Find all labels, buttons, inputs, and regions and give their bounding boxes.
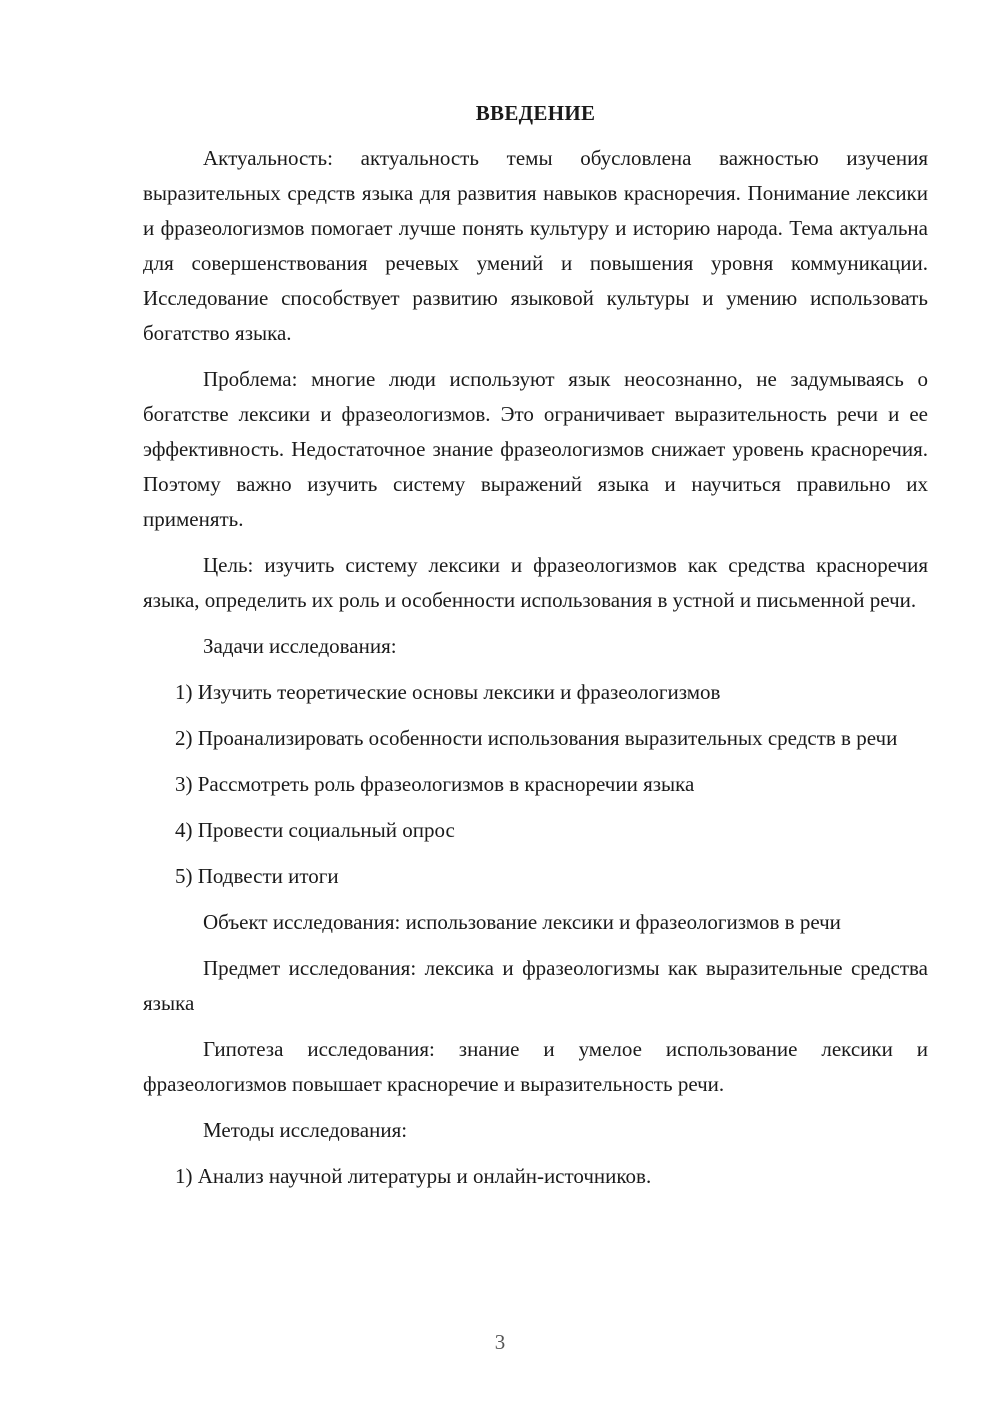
methods-heading: Методы исследования: — [203, 1118, 408, 1142]
task-item: 1) Изучить теоретические основы лексики и фразеологизмов — [175, 680, 721, 704]
task-item: 5) Подвести итоги — [175, 864, 339, 888]
task-item: 2) Проанализировать особенности использования выразительных средств в речи — [175, 726, 898, 750]
relevance-paragraph: Актуальность: актуальность темы обусловлена важностью изучения выразительных средств языка для развития навыков красноречия. Понимание лексики и фразеологизмов помогает лучше понять культуру и историю народа. Тема актуальна для совершенствования речевых умений и повышения уровня коммуникации. Исследование способствует развитию языковой культуры и умению использовать богатство языка. — [143, 146, 928, 345]
hypothesis-paragraph: Гипотеза исследования: знание и умелое использование лексики и фразеологизмов повышает красноречие и выразительность речи. — [143, 1037, 928, 1096]
section-title: ВВЕДЕНИЕ — [475, 101, 596, 125]
task-item: 4) Провести социальный опрос — [175, 818, 455, 842]
page-number: 3 — [494, 1330, 506, 1354]
tasks-heading: Задачи исследования: — [203, 634, 397, 658]
task-item: 3) Рассмотреть роль фразеологизмов в красноречии языка — [175, 772, 695, 796]
page-content — [143, 96, 928, 1205]
goal-paragraph: Цель: изучить систему лексики и фразеологизмов как средства красноречия языка, определить их роль и особенности использования в устной и письменной речи. — [143, 553, 928, 612]
method-item: 1) Анализ научной литературы и онлайн-источников. — [175, 1164, 652, 1188]
problem-paragraph: Проблема: многие люди используют язык неосознанно, не задумываясь о богатстве лексики и фразеологизмов. Это ограничивает выразительность речи и ее эффективность. Недостаточное знание фразеологизмов снижает уровень красноречия. Поэтому важно изучить систему выражений языка и научиться правильно их применять. — [143, 367, 928, 531]
object-paragraph: Объект исследования: использование лексики и фразеологизмов в речи — [203, 910, 841, 934]
subject-paragraph: Предмет исследования: лексика и фразеологизмы как выразительные средства языка — [143, 956, 928, 1015]
